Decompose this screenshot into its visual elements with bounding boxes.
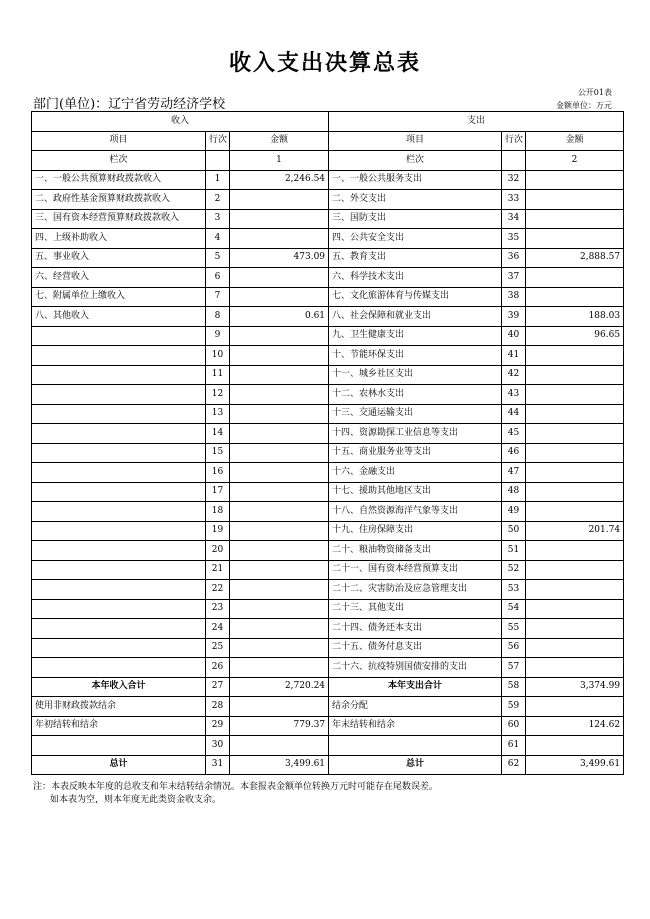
income-item [32,560,206,580]
income-line-no: 17 [206,482,230,502]
expense-amount [526,599,624,619]
income-item [32,541,206,561]
income-amount [230,229,329,249]
expense-amount: 188.03 [526,307,624,327]
summary-row [32,755,624,775]
expense-item: 十七、援助其他地区支出 [329,482,502,502]
expense-line-no: 39 [502,307,526,327]
table-row [32,365,624,385]
income-line-no: 16 [206,463,230,483]
income-item: 使用非财政拨款结余 [32,697,206,717]
income-amount [230,268,329,288]
expense-amount: 124.62 [526,716,624,736]
expense-item: 年末结转和结余 [329,716,502,736]
expense-line-no: 50 [502,521,526,541]
expense-amount [526,658,624,678]
expense-item: 本年支出合计 [329,677,502,697]
income-column-number: 1 [230,151,329,171]
income-item: 本年收入合计 [32,677,206,697]
expense-amount [526,404,624,424]
expense-line-no: 34 [502,209,526,229]
income-line-no: 9 [206,326,230,346]
income-line-no: 10 [206,346,230,366]
income-amount [230,560,329,580]
table-row [32,346,624,366]
expense-amount [526,580,624,600]
table-row [32,560,624,580]
income-line-no: 27 [206,677,230,697]
income-line-no: 30 [206,736,230,756]
income-line-no: 26 [206,658,230,678]
income-line-no: 2 [206,190,230,210]
expense-line-no: 57 [502,658,526,678]
expense-amount [526,424,624,444]
expense-line-no: 38 [502,287,526,307]
expense-amount: 3,374.99 [526,677,624,697]
expense-line-no: 44 [502,404,526,424]
income-amount [230,658,329,678]
expense-amount: 96.65 [526,326,624,346]
income-expense-table [31,111,624,775]
expense-line-no: 47 [502,463,526,483]
column-number-row [32,151,624,171]
expense-item: 二十二、灾害防治及应急管理支出 [329,580,502,600]
table-row [32,209,624,229]
income-amount [230,482,329,502]
expense-amount [526,268,624,288]
expense-item: 六、科学技术支出 [329,268,502,288]
income-amount [230,190,329,210]
footnote-line-2: 如本表为空，则本年度无此类资金收支余。 [50,795,222,805]
expense-item: 二十、粮油物资储备支出 [329,541,502,561]
expense-amount: 2,888.57 [526,248,624,268]
income-amount [230,697,329,717]
table-row [32,443,624,463]
income-item: 四、上级补助收入 [32,229,206,249]
expense-item: 七、文化旅游体育与传媒支出 [329,287,502,307]
table-row [32,404,624,424]
empty-cell [206,151,230,171]
income-amount: 3,499.61 [230,755,329,775]
page-title: 收入支出决算总表 [228,51,421,76]
expense-item: 十三、交通运输支出 [329,404,502,424]
income-amount: 0.61 [230,307,329,327]
expense-line-no: 55 [502,619,526,639]
expense-item: 十四、资源勘探工业信息等支出 [329,424,502,444]
expense-line-no: 43 [502,385,526,405]
income-line-no: 12 [206,385,230,405]
income-amount [230,209,329,229]
expense-amount [526,229,624,249]
expense-line-header: 行次 [502,131,526,151]
income-amount-header: 金额 [230,131,329,151]
income-amount: 473.09 [230,248,329,268]
expense-line-no: 61 [502,736,526,756]
income-header: 收入 [32,112,329,132]
income-item [32,599,206,619]
expense-line-no: 53 [502,580,526,600]
expense-item: 十六、金融支出 [329,463,502,483]
income-line-no: 14 [206,424,230,444]
expense-item: 二十五、债务付息支出 [329,638,502,658]
income-item: 年初结转和结余 [32,716,206,736]
income-item: 总计 [32,755,206,775]
table-row [32,638,624,658]
table-row [32,521,624,541]
income-line-no: 11 [206,365,230,385]
expense-line-no: 36 [502,248,526,268]
income-item: 二、政府性基金预算财政拨款收入 [32,190,206,210]
expense-amount [526,463,624,483]
expense-item: 十二、农林水支出 [329,385,502,405]
expense-line-no: 35 [502,229,526,249]
income-item [32,521,206,541]
expense-line-no: 42 [502,365,526,385]
income-line-no: 15 [206,443,230,463]
amount-unit: 金额单位：万元 [556,101,612,110]
expense-line-no: 33 [502,190,526,210]
income-amount [230,424,329,444]
expense-amount [526,736,624,756]
expense-amount [526,502,624,522]
summary-row [32,697,624,717]
expense-amount [526,443,624,463]
income-item [32,502,206,522]
expense-amount [526,385,624,405]
section-header-row [32,112,624,132]
expense-item: 五、教育支出 [329,248,502,268]
table-row [32,482,624,502]
income-line-no: 20 [206,541,230,561]
income-item [32,443,206,463]
income-amount [230,463,329,483]
expense-item: 二十三、其他支出 [329,599,502,619]
income-item-header: 项目 [32,131,206,151]
table-row [32,229,624,249]
form-number: 公开01表 [577,88,612,97]
expense-amount: 201.74 [526,521,624,541]
income-line-no: 7 [206,287,230,307]
expense-amount [526,346,624,366]
expense-item: 二、外交支出 [329,190,502,210]
summary-row [32,736,624,756]
income-amount [230,638,329,658]
summary-row [32,716,624,736]
expense-amount [526,541,624,561]
income-amount [230,736,329,756]
income-item [32,658,206,678]
income-amount [230,502,329,522]
income-item [32,346,206,366]
expense-line-no: 52 [502,560,526,580]
expense-item: 四、公共安全支出 [329,229,502,249]
expense-item-header: 项目 [329,131,502,151]
table-row [32,248,624,268]
income-amount [230,580,329,600]
expense-item: 十一、城乡社区支出 [329,365,502,385]
income-item: 八、其他收入 [32,307,206,327]
income-line-no: 25 [206,638,230,658]
expense-amount [526,170,624,190]
income-item [32,365,206,385]
expense-item: 结余分配 [329,697,502,717]
expense-item: 九、卫生健康支出 [329,326,502,346]
table-row [32,170,624,190]
income-item [32,580,206,600]
empty-cell [502,151,526,171]
income-item [32,638,206,658]
expense-item: 二十一、国有资本经营预算支出 [329,560,502,580]
expense-amount-header: 金额 [526,131,624,151]
income-line-no: 6 [206,268,230,288]
income-amount [230,326,329,346]
income-line-no: 5 [206,248,230,268]
table-row [32,287,624,307]
table-row [32,619,624,639]
income-amount [230,541,329,561]
expense-line-no: 41 [502,346,526,366]
income-item [32,424,206,444]
expense-line-no: 56 [502,638,526,658]
table-row [32,326,624,346]
summary-row [32,677,624,697]
income-line-header: 行次 [206,131,230,151]
income-line-no: 23 [206,599,230,619]
income-line-no: 4 [206,229,230,249]
expense-column-label: 栏次 [329,151,502,171]
expense-column-number: 2 [526,151,624,171]
table-row [32,463,624,483]
expense-line-no: 37 [502,268,526,288]
income-item: 六、经营收入 [32,268,206,288]
column-header-row [32,131,624,151]
expense-amount [526,619,624,639]
income-item [32,404,206,424]
income-line-no: 21 [206,560,230,580]
income-amount [230,521,329,541]
income-item: 五、事业收入 [32,248,206,268]
expense-item [329,736,502,756]
table-row [32,385,624,405]
income-amount [230,619,329,639]
expense-line-no: 45 [502,424,526,444]
income-item: 一、一般公共预算财政拨款收入 [32,170,206,190]
expense-item: 二十六、抗疫特别国债安排的支出 [329,658,502,678]
income-item: 七、附属单位上缴收入 [32,287,206,307]
income-amount: 2,246.54 [230,170,329,190]
table-row [32,502,624,522]
expense-item: 十、节能环保支出 [329,346,502,366]
expense-item: 总计 [329,755,502,775]
table-row [32,268,624,288]
table-row [32,541,624,561]
income-amount [230,346,329,366]
expense-amount [526,365,624,385]
expense-amount [526,560,624,580]
income-amount: 779.37 [230,716,329,736]
income-line-no: 13 [206,404,230,424]
department-label: 部门(单位)：辽宁省劳动经济学校 [33,97,226,112]
income-amount [230,443,329,463]
income-line-no: 28 [206,697,230,717]
expense-amount [526,287,624,307]
income-amount: 2,720.24 [230,677,329,697]
expense-item: 八、社会保障和就业支出 [329,307,502,327]
expense-amount [526,638,624,658]
expense-line-no: 60 [502,716,526,736]
income-line-no: 29 [206,716,230,736]
table-row [32,307,624,327]
expense-line-no: 40 [502,326,526,346]
income-item [32,385,206,405]
income-line-no: 31 [206,755,230,775]
expense-line-no: 51 [502,541,526,561]
expense-amount [526,209,624,229]
footnote [33,781,438,807]
income-line-no: 18 [206,502,230,522]
income-line-no: 1 [206,170,230,190]
income-amount [230,404,329,424]
income-item [32,736,206,756]
income-item [32,482,206,502]
expense-line-no: 48 [502,482,526,502]
table-row [32,190,624,210]
expense-line-no: 59 [502,697,526,717]
expense-item: 十五、商业服务业等支出 [329,443,502,463]
expense-line-no: 54 [502,599,526,619]
expense-line-no: 62 [502,755,526,775]
income-item [32,326,206,346]
income-amount [230,365,329,385]
expense-item: 三、国防支出 [329,209,502,229]
income-amount [230,287,329,307]
income-line-no: 19 [206,521,230,541]
expense-item: 十八、自然资源海洋气象等支出 [329,502,502,522]
expense-item: 十九、住房保障支出 [329,521,502,541]
income-amount [230,385,329,405]
expense-amount [526,697,624,717]
income-item [32,463,206,483]
income-amount [230,599,329,619]
income-item [32,619,206,639]
income-line-no: 3 [206,209,230,229]
expense-amount [526,482,624,502]
expense-item: 二十四、债务还本支出 [329,619,502,639]
table-row [32,424,624,444]
expense-line-no: 49 [502,502,526,522]
expense-header: 支出 [329,112,624,132]
income-column-label: 栏次 [32,151,206,171]
table-row [32,599,624,619]
expense-line-no: 32 [502,170,526,190]
expense-line-no: 58 [502,677,526,697]
table-row [32,658,624,678]
expense-item: 一、一般公共服务支出 [329,170,502,190]
table-row [32,580,624,600]
income-item: 三、国有资本经营预算财政拨款收入 [32,209,206,229]
income-line-no: 24 [206,619,230,639]
expense-amount [526,190,624,210]
footnote-line-1: 注：本表反映本年度的总收支和年末结转结余情况。本套报表金额单位转换万元时可能存在尾数误差。 [33,782,439,792]
income-line-no: 22 [206,580,230,600]
expense-line-no: 46 [502,443,526,463]
income-line-no: 8 [206,307,230,327]
expense-amount: 3,499.61 [526,755,624,775]
